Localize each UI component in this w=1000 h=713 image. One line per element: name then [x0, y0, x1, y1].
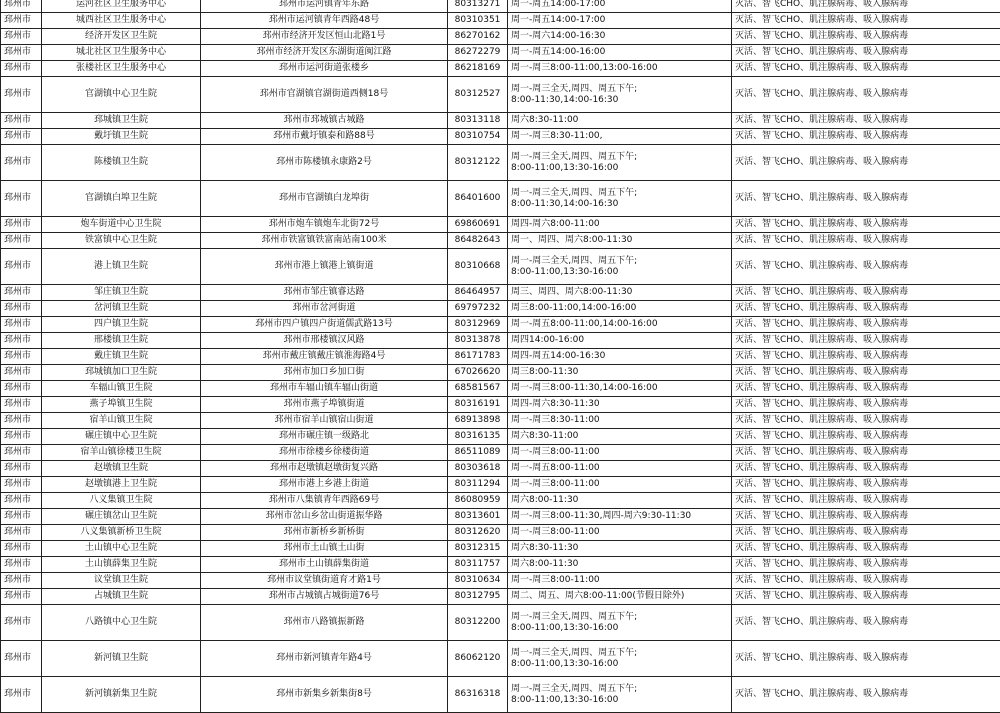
- hours-line: 周六8:00-11:30: [511, 495, 728, 506]
- site-name-cell: 铁富镇中心卫生院: [42, 233, 201, 249]
- hours-cell: [508, 509, 732, 525]
- vaccines-cell: 灭活、智飞CHO、肌注腺病毒、吸入腺病毒: [732, 29, 1000, 45]
- city-cell: 邳州市: [1, 605, 42, 641]
- address-cell: 邳州市车辐山镇车辐山街道: [201, 381, 448, 397]
- hours-line: 8:00-11:30,14:00-16:30: [511, 95, 728, 106]
- hours-cell: [508, 381, 732, 397]
- vaccines-cell: 灭活、智飞CHO、肌注腺病毒、吸入腺病毒: [732, 317, 1000, 333]
- table-row: [1, 397, 1000, 413]
- site-name-cell: 赵墩镇港上卫生院: [42, 477, 201, 493]
- hours-cell: [508, 445, 732, 461]
- phone-cell: 80312969: [448, 317, 508, 333]
- table-row: [1, 605, 1000, 641]
- vaccines-cell: 灭活、智飞CHO、肌注腺病毒、吸入腺病毒: [732, 301, 1000, 317]
- site-name-cell: 新河镇卫生院: [42, 641, 201, 677]
- hours-cell: [508, 589, 732, 605]
- city-cell: 邳州市: [1, 113, 42, 129]
- table-row: [1, 77, 1000, 113]
- table-row: [1, 333, 1000, 349]
- hours-line: 周三8:00-11:00,14:00-16:00: [511, 303, 728, 314]
- hours-line: 周一-周三全天,周四、周五下午;: [511, 152, 728, 163]
- site-name-cell: 岔河镇卫生院: [42, 301, 201, 317]
- table-row: [1, 493, 1000, 509]
- city-cell: 邳州市: [1, 397, 42, 413]
- phone-cell: 80312620: [448, 525, 508, 541]
- city-cell: 邳州市: [1, 301, 42, 317]
- city-cell: 邳州市: [1, 509, 42, 525]
- vaccines-cell: 灭活、智飞CHO、肌注腺病毒、吸入腺病毒: [732, 145, 1000, 181]
- site-name-cell: 城西社区卫生服务中心: [42, 13, 201, 29]
- hours-cell: [508, 333, 732, 349]
- address-cell: 邳州市官湖镇白龙埠街: [201, 181, 448, 217]
- hours-line: 8:00-11:00,13:30-16:00: [511, 695, 728, 706]
- site-name-cell: 戴庄镇卫生院: [42, 349, 201, 365]
- hours-line: 周一-周三8:00-11:00: [511, 447, 728, 458]
- vaccines-cell: 灭活、智飞CHO、肌注腺病毒、吸入腺病毒: [732, 525, 1000, 541]
- hours-cell: [508, 233, 732, 249]
- city-cell: 邳州市: [1, 181, 42, 217]
- hours-cell: [508, 477, 732, 493]
- vaccines-cell: 灭活、智飞CHO、肌注腺病毒、吸入腺病毒: [732, 181, 1000, 217]
- table-row: [1, 317, 1000, 333]
- phone-cell: 80316135: [448, 429, 508, 445]
- hours-line: 周一-周三全天,周四、周五下午;: [511, 256, 728, 267]
- vaccines-cell: 灭活、智飞CHO、肌注腺病毒、吸入腺病毒: [732, 573, 1000, 589]
- address-cell: 邳州市铁富镇铁富南站南100米: [201, 233, 448, 249]
- phone-cell: 80312200: [448, 605, 508, 641]
- vaccines-cell: 灭活、智飞CHO、肌注腺病毒、吸入腺病毒: [732, 61, 1000, 77]
- phone-cell: 80313271: [448, 0, 508, 13]
- phone-cell: 80310351: [448, 13, 508, 29]
- hours-line: 周一-周五14:00-16:00: [511, 47, 728, 58]
- site-name-cell: 宿羊山镇卫生院: [42, 413, 201, 429]
- site-name-cell: 议堂镇卫生院: [42, 573, 201, 589]
- table-row: [1, 61, 1000, 77]
- site-name-cell: 邹庄镇卫生院: [42, 285, 201, 301]
- vaccines-cell: 灭活、智飞CHO、肌注腺病毒、吸入腺病毒: [732, 113, 1000, 129]
- vaccines-cell: 灭活、智飞CHO、肌注腺病毒、吸入腺病毒: [732, 541, 1000, 557]
- hours-cell: [508, 317, 732, 333]
- address-cell: 邳州市八集镇青年西路69号: [201, 493, 448, 509]
- table-row: [1, 301, 1000, 317]
- phone-cell: 80311757: [448, 557, 508, 573]
- site-name-cell: 港上镇卫生院: [42, 249, 201, 285]
- site-name-cell: 炮车街道中心卫生院: [42, 217, 201, 233]
- hours-line: 周六8:30-11:30: [511, 543, 728, 554]
- phone-cell: 86511089: [448, 445, 508, 461]
- hours-cell: [508, 217, 732, 233]
- city-cell: 邳州市: [1, 217, 42, 233]
- hours-cell: [508, 129, 732, 145]
- address-cell: 邳州市土山镇薛集街道: [201, 557, 448, 573]
- hours-cell: [508, 429, 732, 445]
- table-row: [1, 641, 1000, 677]
- site-name-cell: 官湖镇白埠卫生院: [42, 181, 201, 217]
- vaccines-cell: 灭活、智飞CHO、肌注腺病毒、吸入腺病毒: [732, 493, 1000, 509]
- vaccines-cell: 灭活、智飞CHO、肌注腺病毒、吸入腺病毒: [732, 349, 1000, 365]
- vaccines-cell: 灭活、智飞CHO、肌注腺病毒、吸入腺病毒: [732, 381, 1000, 397]
- site-name-cell: 赵墩镇卫生院: [42, 461, 201, 477]
- address-cell: 邳州市宿羊山镇宿山街道: [201, 413, 448, 429]
- site-name-cell: 邢楼镇卫生院: [42, 333, 201, 349]
- city-cell: 邳州市: [1, 429, 42, 445]
- site-name-cell: 张楼社区卫生服务中心: [42, 61, 201, 77]
- city-cell: 邳州市: [1, 0, 42, 13]
- site-name-cell: 新河镇新集卫生院: [42, 677, 201, 713]
- city-cell: 邳州市: [1, 61, 42, 77]
- address-cell: 邳州市港上镇港上镇街道: [201, 249, 448, 285]
- city-cell: 邳州市: [1, 589, 42, 605]
- vaccines-cell: 灭活、智飞CHO、肌注腺病毒、吸入腺病毒: [732, 397, 1000, 413]
- city-cell: 邳州市: [1, 249, 42, 285]
- hours-line: 周一-周三全天,周四、周五下午;: [511, 648, 728, 659]
- hours-cell: [508, 525, 732, 541]
- hours-cell: [508, 541, 732, 557]
- phone-cell: 86171783: [448, 349, 508, 365]
- phone-cell: 80313118: [448, 113, 508, 129]
- city-cell: 邳州市: [1, 641, 42, 677]
- hours-cell: [508, 77, 732, 113]
- site-name-cell: 邳城镇加口卫生院: [42, 365, 201, 381]
- city-cell: 邳州市: [1, 573, 42, 589]
- site-name-cell: 八义集镇新桥卫生院: [42, 525, 201, 541]
- vaccines-cell: 灭活、智飞CHO、肌注腺病毒、吸入腺病毒: [732, 13, 1000, 29]
- phone-cell: 68913898: [448, 413, 508, 429]
- site-name-cell: 陈楼镇卫生院: [42, 145, 201, 181]
- site-name-cell: 经济开发区卫生院: [42, 29, 201, 45]
- phone-cell: 86080959: [448, 493, 508, 509]
- hours-line: 周四-周六8:30-11:30: [511, 399, 728, 410]
- vaccines-cell: 灭活、智飞CHO、肌注腺病毒、吸入腺病毒: [732, 77, 1000, 113]
- address-cell: 邳州市戴圩镇泰和路88号: [201, 129, 448, 145]
- phone-cell: 86272279: [448, 45, 508, 61]
- phone-cell: 86062120: [448, 641, 508, 677]
- hours-line: 周二、周五、周六8:00-11:00(节假日除外): [511, 591, 728, 602]
- table-row: [1, 181, 1000, 217]
- vaccines-cell: 灭活、智飞CHO、肌注腺病毒、吸入腺病毒: [732, 333, 1000, 349]
- hours-line: 周一-周三8:00-11:30,周四-周六9:30-11:30: [511, 511, 728, 522]
- phone-cell: 86316318: [448, 677, 508, 713]
- address-cell: 邳州市赵墩镇赵墩街复兴路: [201, 461, 448, 477]
- table-row: [1, 249, 1000, 285]
- phone-cell: 68581567: [448, 381, 508, 397]
- hours-line: 周一-周五14:00-17:00: [511, 15, 728, 26]
- hours-line: 周六8:00-11:30: [511, 559, 728, 570]
- site-name-cell: 邳城镇卫生院: [42, 113, 201, 129]
- vaccines-cell: 灭活、智飞CHO、肌注腺病毒、吸入腺病毒: [732, 249, 1000, 285]
- hours-line: 周一-周三8:00-11:00,13:00-16:00: [511, 63, 728, 74]
- hours-cell: [508, 641, 732, 677]
- hours-line: 周一-周三全天,周四、周五下午;: [511, 188, 728, 199]
- phone-cell: 80310754: [448, 129, 508, 145]
- hours-cell: [508, 461, 732, 477]
- hours-line: 周一-周三全天,周四、周五下午;: [511, 84, 728, 95]
- hours-line: 周六8:30-11:00: [511, 431, 728, 442]
- hours-line: 周一-周五8:00-11:00: [511, 463, 728, 474]
- phone-cell: 86270162: [448, 29, 508, 45]
- hours-cell: [508, 181, 732, 217]
- phone-cell: 86401600: [448, 181, 508, 217]
- address-cell: 邳州市岔河街道: [201, 301, 448, 317]
- address-cell: 邳州市八路镇振新路: [201, 605, 448, 641]
- hours-cell: [508, 301, 732, 317]
- address-cell: 邳州市燕子埠镇街道: [201, 397, 448, 413]
- phone-cell: 80303618: [448, 461, 508, 477]
- hours-line: 8:00-11:00,13:30-16:00: [511, 659, 728, 670]
- city-cell: 邳州市: [1, 381, 42, 397]
- table-row: [1, 29, 1000, 45]
- site-name-cell: 碾庄镇中心卫生院: [42, 429, 201, 445]
- hours-cell: [508, 249, 732, 285]
- table-row: [1, 129, 1000, 145]
- hours-line: 周四14:00-16:00: [511, 335, 728, 346]
- vaccines-cell: 灭活、智飞CHO、肌注腺病毒、吸入腺病毒: [732, 589, 1000, 605]
- table-row: [1, 461, 1000, 477]
- table-row: [1, 113, 1000, 129]
- vaccines-cell: 灭活、智飞CHO、肌注腺病毒、吸入腺病毒: [732, 429, 1000, 445]
- table-row: [1, 349, 1000, 365]
- table-row: [1, 365, 1000, 381]
- address-cell: 邳州市运河街道张楼乡: [201, 61, 448, 77]
- phone-cell: 86482643: [448, 233, 508, 249]
- city-cell: 邳州市: [1, 45, 42, 61]
- vaccines-cell: 灭活、智飞CHO、肌注腺病毒、吸入腺病毒: [732, 557, 1000, 573]
- hours-line: 周一-周三8:00-11:00: [511, 527, 728, 538]
- hours-cell: [508, 397, 732, 413]
- site-name-cell: 宿羊山镇徐楼卫生院: [42, 445, 201, 461]
- hours-cell: [508, 605, 732, 641]
- address-cell: 邳州市邳城镇古城路: [201, 113, 448, 129]
- hours-cell: [508, 0, 732, 13]
- city-cell: 邳州市: [1, 557, 42, 573]
- vaccines-cell: 灭活、智飞CHO、肌注腺病毒、吸入腺病毒: [732, 0, 1000, 13]
- address-cell: 邳州市徐楼乡徐楼街道: [201, 445, 448, 461]
- city-cell: 邳州市: [1, 29, 42, 45]
- table-row: [1, 589, 1000, 605]
- address-cell: 邳州市官湖镇官湖街道西侧18号: [201, 77, 448, 113]
- city-cell: 邳州市: [1, 317, 42, 333]
- city-cell: 邳州市: [1, 145, 42, 181]
- hours-cell: [508, 45, 732, 61]
- table-row: [1, 233, 1000, 249]
- address-cell: 邳州市加口乡加口街: [201, 365, 448, 381]
- city-cell: 邳州市: [1, 285, 42, 301]
- table-row: [1, 217, 1000, 233]
- vaccines-cell: 灭活、智飞CHO、肌注腺病毒、吸入腺病毒: [732, 461, 1000, 477]
- address-cell: 邳州市新集乡新集街8号: [201, 677, 448, 713]
- table-row: [1, 677, 1000, 713]
- hours-cell: [508, 413, 732, 429]
- table-row: [1, 381, 1000, 397]
- hours-cell: [508, 285, 732, 301]
- address-cell: 邳州市碾庄镇一级路北: [201, 429, 448, 445]
- phone-cell: 86464957: [448, 285, 508, 301]
- hours-line: 周一-周五14:00-17:00: [511, 0, 728, 10]
- city-cell: 邳州市: [1, 233, 42, 249]
- table-row: [1, 477, 1000, 493]
- city-cell: 邳州市: [1, 365, 42, 381]
- site-name-cell: 运河社区卫生服务中心: [42, 0, 201, 13]
- city-cell: 邳州市: [1, 13, 42, 29]
- table-row: [1, 541, 1000, 557]
- vaccines-cell: 灭活、智飞CHO、肌注腺病毒、吸入腺病毒: [732, 365, 1000, 381]
- hours-line: 周一-周三8:00-11:00: [511, 575, 728, 586]
- table-row: [1, 525, 1000, 541]
- site-name-cell: 八路镇中心卫生院: [42, 605, 201, 641]
- phone-cell: 67026620: [448, 365, 508, 381]
- table-row: [1, 0, 1000, 13]
- table-row: [1, 413, 1000, 429]
- vaccines-cell: 灭活、智飞CHO、肌注腺病毒、吸入腺病毒: [732, 509, 1000, 525]
- site-name-cell: 八义集镇卫生院: [42, 493, 201, 509]
- table-row: [1, 13, 1000, 29]
- hours-cell: [508, 493, 732, 509]
- hours-cell: [508, 113, 732, 129]
- hours-line: 8:00-11:00,13:30-16:00: [511, 623, 728, 634]
- address-cell: 邳州市炮车镇炮车北街72号: [201, 217, 448, 233]
- hours-line: 8:00-11:00,13:30-16:00: [511, 267, 728, 278]
- address-cell: 邳州市占城镇占城街道76号: [201, 589, 448, 605]
- phone-cell: 86218169: [448, 61, 508, 77]
- phone-cell: 80316191: [448, 397, 508, 413]
- city-cell: 邳州市: [1, 445, 42, 461]
- phone-cell: 80310634: [448, 573, 508, 589]
- address-cell: 邳州市新河镇青年路4号: [201, 641, 448, 677]
- hours-cell: [508, 557, 732, 573]
- address-cell: 邳州市岔山乡岔山街道振华路: [201, 509, 448, 525]
- city-cell: 邳州市: [1, 333, 42, 349]
- hours-line: 周一-周六14:00-16:30: [511, 31, 728, 42]
- table-row: [1, 145, 1000, 181]
- site-name-cell: 占城镇卫生院: [42, 589, 201, 605]
- city-cell: 邳州市: [1, 477, 42, 493]
- hours-line: 周一、周四、周六8:00-11:30: [511, 235, 728, 246]
- vaccines-cell: 灭活、智飞CHO、肌注腺病毒、吸入腺病毒: [732, 445, 1000, 461]
- vaccines-cell: 灭活、智飞CHO、肌注腺病毒、吸入腺病毒: [732, 217, 1000, 233]
- address-cell: 邳州市运河镇青年西路48号: [201, 13, 448, 29]
- vaccines-cell: 灭活、智飞CHO、肌注腺病毒、吸入腺病毒: [732, 129, 1000, 145]
- hours-cell: [508, 61, 732, 77]
- hours-cell: [508, 573, 732, 589]
- city-cell: 邳州市: [1, 541, 42, 557]
- table-row: [1, 445, 1000, 461]
- hours-line: 周四-周六8:00-11:00: [511, 219, 728, 230]
- phone-cell: 80310668: [448, 249, 508, 285]
- hours-line: 8:00-11:30,14:00-16:30: [511, 199, 728, 210]
- address-cell: 邳州市港上乡港上街道: [201, 477, 448, 493]
- vaccines-cell: 灭活、智飞CHO、肌注腺病毒、吸入腺病毒: [732, 605, 1000, 641]
- address-cell: 邳州市议堂镇街道育才路1号: [201, 573, 448, 589]
- vaccines-cell: 灭活、智飞CHO、肌注腺病毒、吸入腺病毒: [732, 45, 1000, 61]
- table-row: [1, 285, 1000, 301]
- hours-line: 周三、周四、周六8:00-11:30: [511, 287, 728, 298]
- hours-cell: [508, 29, 732, 45]
- phone-cell: 69797232: [448, 301, 508, 317]
- vaccines-cell: 灭活、智飞CHO、肌注腺病毒、吸入腺病毒: [732, 677, 1000, 713]
- phone-cell: 80311294: [448, 477, 508, 493]
- hours-line: 周一-周三8:30-11:00: [511, 415, 728, 426]
- address-cell: 邳州市陈楼镇永康路2号: [201, 145, 448, 181]
- site-name-cell: 四户镇卫生院: [42, 317, 201, 333]
- hours-cell: [508, 13, 732, 29]
- city-cell: 邳州市: [1, 525, 42, 541]
- phone-cell: 80312122: [448, 145, 508, 181]
- hours-cell: [508, 145, 732, 181]
- address-cell: 邳州市经济开发区东湖街道闽江路: [201, 45, 448, 61]
- table-row: [1, 573, 1000, 589]
- hours-line: 周一-周三8:30-11:00,: [511, 131, 728, 142]
- site-name-cell: 戴圩镇卫生院: [42, 129, 201, 145]
- address-cell: 邳州市运河镇青年东路: [201, 0, 448, 13]
- city-cell: 邳州市: [1, 129, 42, 145]
- site-name-cell: 城北社区卫生服务中心: [42, 45, 201, 61]
- address-cell: 邳州市新桥乡新桥街: [201, 525, 448, 541]
- site-name-cell: 官湖镇中心卫生院: [42, 77, 201, 113]
- city-cell: 邳州市: [1, 493, 42, 509]
- phone-cell: 69860691: [448, 217, 508, 233]
- address-cell: 邳州市土山镇土山街: [201, 541, 448, 557]
- phone-cell: 80312315: [448, 541, 508, 557]
- hours-line: 周三8:00-11:30: [511, 367, 728, 378]
- city-cell: 邳州市: [1, 77, 42, 113]
- city-cell: 邳州市: [1, 413, 42, 429]
- table-row: [1, 509, 1000, 525]
- phone-cell: 80313601: [448, 509, 508, 525]
- site-name-cell: 车辐山镇卫生院: [42, 381, 201, 397]
- phone-cell: 80312527: [448, 77, 508, 113]
- hours-line: 周一-周三8:00-11:30,14:00-16:00: [511, 383, 728, 394]
- site-name-cell: 土山镇中心卫生院: [42, 541, 201, 557]
- hours-cell: [508, 349, 732, 365]
- hours-line: 周一-周三8:00-11:00: [511, 479, 728, 490]
- vaccines-cell: 灭活、智飞CHO、肌注腺病毒、吸入腺病毒: [732, 413, 1000, 429]
- vaccines-cell: 灭活、智飞CHO、肌注腺病毒、吸入腺病毒: [732, 233, 1000, 249]
- address-cell: 邳州市经济开发区恒山北路1号: [201, 29, 448, 45]
- hours-line: 周一-周三全天,周四、周五下午;: [511, 684, 728, 695]
- vaccines-cell: 灭活、智飞CHO、肌注腺病毒、吸入腺病毒: [732, 477, 1000, 493]
- hours-line: 周一-周三全天,周四、周五下午;: [511, 612, 728, 623]
- address-cell: 邳州市戴庄镇戴庄镇淮海路4号: [201, 349, 448, 365]
- address-cell: 邳州市邹庄镇睿达路: [201, 285, 448, 301]
- vaccines-cell: 灭活、智飞CHO、肌注腺病毒、吸入腺病毒: [732, 641, 1000, 677]
- city-cell: 邳州市: [1, 677, 42, 713]
- hours-line: 周六8:30-11:00: [511, 115, 728, 126]
- vaccines-cell: 灭活、智飞CHO、肌注腺病毒、吸入腺病毒: [732, 285, 1000, 301]
- hours-line: 周四-周五14:00-16:30: [511, 351, 728, 362]
- table-row: [1, 557, 1000, 573]
- table-body: [1, 0, 1000, 713]
- site-name-cell: 燕子埠镇卫生院: [42, 397, 201, 413]
- hours-cell: [508, 365, 732, 381]
- site-name-cell: 碾庄镇岔山卫生院: [42, 509, 201, 525]
- hours-line: 8:00-11:00,13:30-16:00: [511, 163, 728, 174]
- table-row: [1, 429, 1000, 445]
- city-cell: 邳州市: [1, 349, 42, 365]
- address-cell: 邳州市邢楼镇汉风路: [201, 333, 448, 349]
- hours-line: 周一-周五8:00-11:00,14:00-16:00: [511, 319, 728, 330]
- city-cell: 邳州市: [1, 461, 42, 477]
- site-name-cell: 土山镇薛集卫生院: [42, 557, 201, 573]
- table-row: [1, 45, 1000, 61]
- phone-cell: 80312795: [448, 589, 508, 605]
- hours-cell: [508, 677, 732, 713]
- address-cell: 邳州市四户镇四户街道儒武路13号: [201, 317, 448, 333]
- phone-cell: 80313878: [448, 333, 508, 349]
